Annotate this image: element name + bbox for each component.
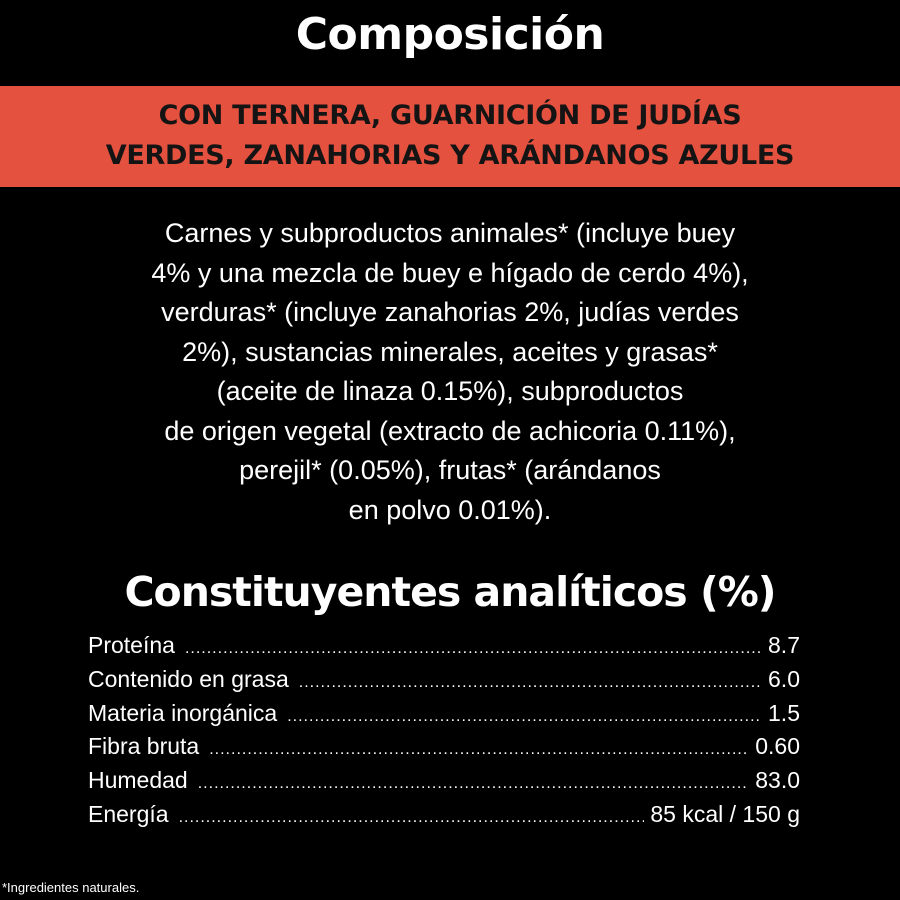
dot-leader [185, 632, 762, 666]
ingredient-line: de origen vegetal (extracto de achicoria 0.11%), [164, 415, 736, 446]
ingredient-line: verduras* (incluye zanahorias 2%, judías verdes [161, 297, 739, 327]
analysis-label: Materia inorgánica [88, 699, 278, 726]
analysis-label: Fibra bruta [88, 733, 200, 760]
analysis-label: Energía [88, 800, 169, 827]
product-variant-banner [0, 86, 900, 187]
analysis-row-moisture [88, 764, 800, 798]
ingredient-line: (aceite de linaza 0.15%), subproductos [216, 376, 684, 406]
analysis-row-fat [88, 663, 800, 697]
banner-line: VERDES, ZANAHORIAS Y ARÁNDANOS AZULES [105, 140, 795, 171]
dot-leader [209, 733, 749, 767]
footnote: *Ingredientes naturales. [2, 880, 140, 895]
ingredients-text [0, 214, 900, 530]
analysis-label: Humedad [88, 767, 188, 794]
analysis-row-protein [88, 629, 800, 663]
analysis-label: Proteína [88, 632, 175, 658]
dot-leader [179, 801, 645, 835]
ingredient-line: en polvo 0.01%). [348, 494, 552, 525]
analysis-value: 83.0 [755, 767, 800, 794]
analysis-row-ash [88, 697, 800, 731]
composition-title: Composición [295, 9, 605, 60]
analysis-value: 1.5 [768, 699, 800, 726]
analysis-value: 6.0 [768, 665, 800, 692]
analytical-constituents-table [88, 629, 800, 832]
analytical-constituents-title: Constituyentes analíticos (%) [124, 568, 776, 616]
analysis-row-energy [88, 798, 800, 832]
analysis-value: 0.60 [755, 733, 800, 760]
dot-leader [299, 666, 762, 700]
dot-leader [198, 767, 750, 801]
banner-line: CON TERNERA, GUARNICIÓN DE JUDÍAS [158, 100, 742, 131]
analysis-value: 85 kcal / 150 g [650, 800, 800, 827]
ingredient-line: 4% y una mezcla de buey e hígado de cerdo 4%), [151, 257, 749, 288]
analysis-row-fibre [88, 730, 800, 764]
ingredient-line: Carnes y subproductos animales* (incluye buey [164, 218, 736, 248]
dot-leader [287, 700, 762, 734]
ingredient-line: 2%), sustancias minerales, aceites y grasas* [182, 336, 718, 367]
analysis-value: 8.7 [768, 632, 800, 658]
analysis-label: Contenido en grasa [88, 665, 289, 692]
ingredient-line: perejil* (0.05%), frutas* (arándanos [239, 455, 661, 485]
